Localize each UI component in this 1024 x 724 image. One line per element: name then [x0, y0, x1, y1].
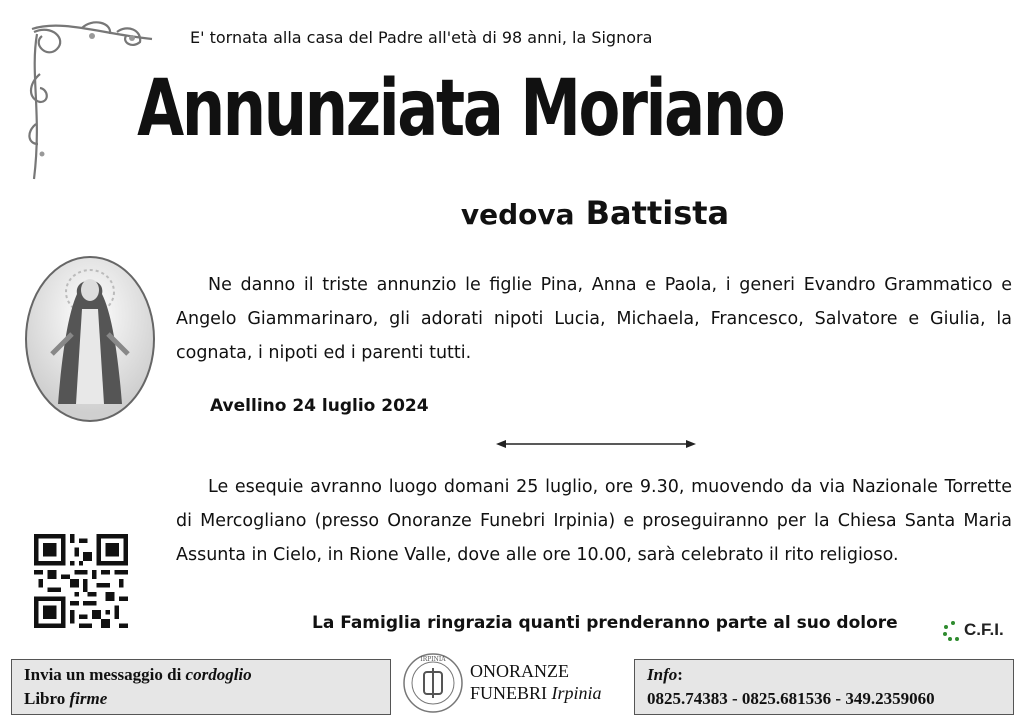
info-label: Info: — [647, 665, 683, 684]
cfi-logo — [942, 616, 1016, 648]
phone-numbers[interactable]: 0825.74383 - 0825.681536 - 349.2359060 — [647, 689, 935, 708]
cfi-logo-text: C.F.I. — [964, 620, 1004, 639]
funeral-home-name — [470, 660, 602, 704]
condolence-box[interactable] — [11, 659, 391, 715]
funeral-home-logo-icon — [402, 652, 464, 714]
qr-code-icon[interactable] — [34, 534, 128, 628]
funeral-text: Le esequie avranno luogo domani 25 luglio, ore 9.30, muovendo da via Nazionale Torrette di Mercogliano (presso Onoranze Funebri Irpinia) e proseguiranno per la Chiesa Santa Maria Assunta in Cielo, in Rione Valle, dove alle ore 10.00, sarà celebrato il rito religioso. — [176, 477, 1012, 565]
condolence-link[interactable]: Invia un messaggio di cordoglio — [24, 665, 252, 684]
funeral-home-line2: FUNEBRI Irpinia — [470, 683, 602, 703]
widow-prefix: vedova — [460, 198, 575, 231]
widow-line — [0, 194, 1024, 232]
double-arrow-icon — [496, 438, 696, 450]
widow-surname: Battista — [585, 194, 730, 232]
logo-text: IRPINIA — [420, 656, 446, 663]
deceased-name: Annunziata Moriano — [137, 64, 784, 154]
info-box — [634, 659, 1014, 715]
funeral-home-line1: ONORANZE — [470, 661, 569, 681]
guestbook-link[interactable]: Libro firme — [24, 689, 108, 708]
cfi-dots-icon — [942, 620, 964, 642]
announcement-text: Ne danno il triste annunzio le figlie Pina, Anna e Paola, i generi Evandro Grammatico e Angelo Giammarinaro, gli adorati nipoti Lucia, Michaela, Francesco, Salvatore e Giulia, la cognata, i nipoti ed i parenti tutti. — [176, 275, 1012, 363]
family-thanks: La Famiglia ringrazia quanti prenderanno parte al suo dolore — [312, 613, 898, 633]
madonna-image — [22, 254, 158, 424]
intro-text: E' tornata alla casa del Padre all'età di 98 anni, la Signora — [190, 28, 653, 47]
place-date: Avellino 24 luglio 2024 — [210, 396, 429, 416]
